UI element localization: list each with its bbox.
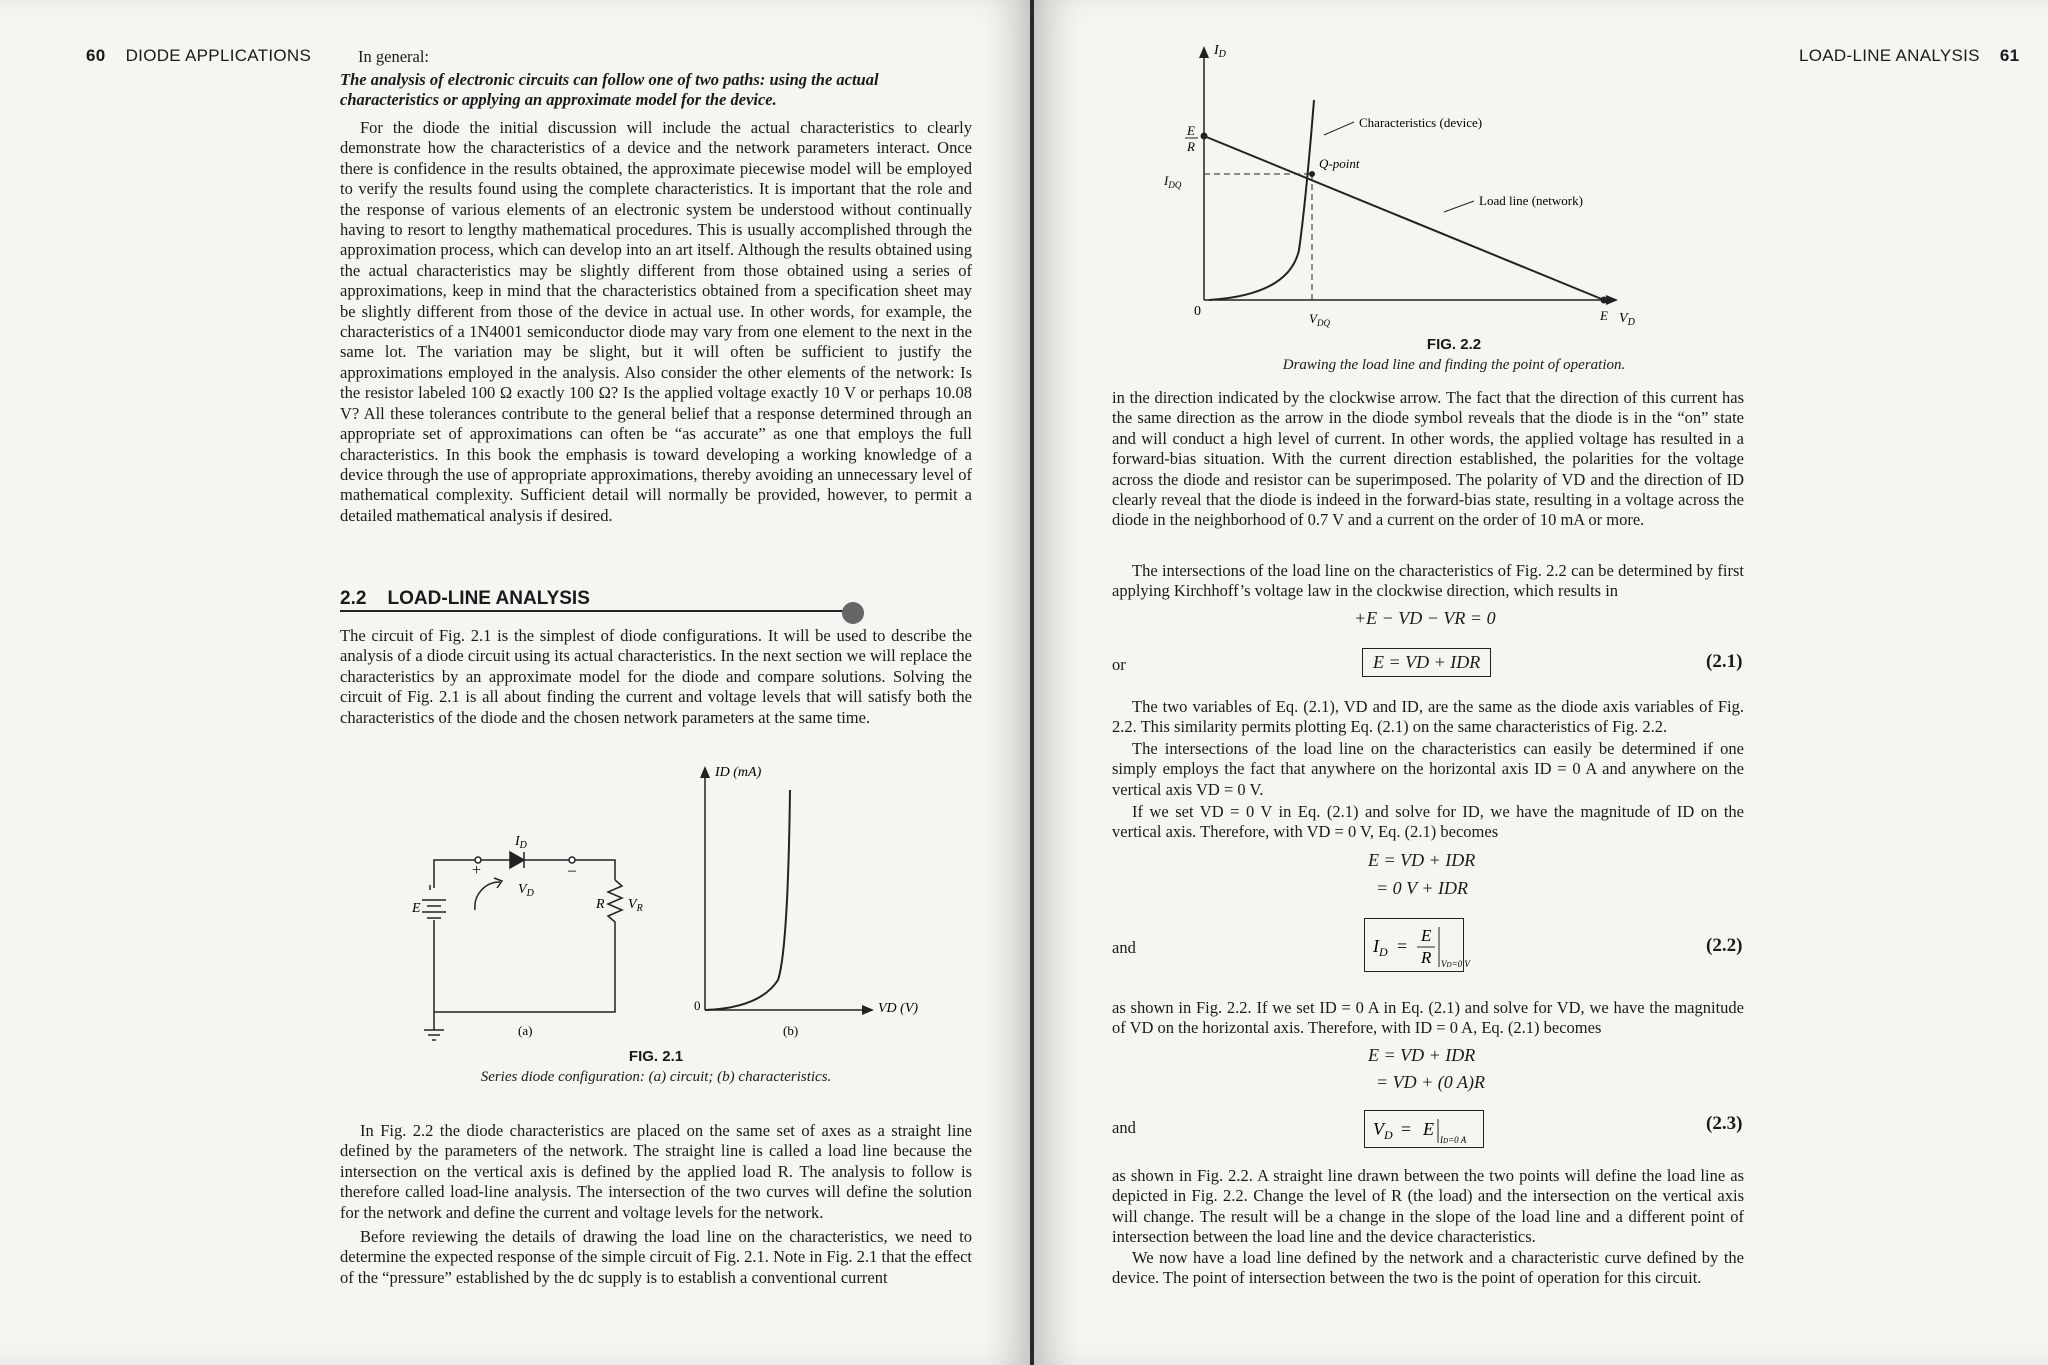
- id-label: $I_D$: [515, 834, 527, 851]
- right-paragraph-7: as shown in Fig. 2.2. A straight line drawn between the two points will define the load line as depicted in Fig. 2.2. Change the level of R (the load) and the intersection on the vertical axis will change. The result will be a change in the slope of the load line and a different point of intersection between the load line and the device characteristics.: [1112, 1166, 1744, 1247]
- fig22-intercept-x: [1601, 297, 1608, 304]
- fig22-characteristics-label: Characteristics (device): [1359, 115, 1483, 130]
- fig22-e-tick: E: [1600, 308, 1608, 323]
- paragraph-3: In Fig. 2.2 the diode characteristics are placed on the same set of axes as a straight line defined by the parameters of the network. The straight line is called a load line because the intersection on the vertical axis is defined by the applied load R. The analysis to follow is therefore called load-line analysis. The intersection of the two curves will define the solution for the network and define the current and voltage levels for the network.: [340, 1121, 972, 1222]
- section-rule: [340, 610, 850, 612]
- paragraph-1: For the diode the initial discussion will include the actual characteristics to clearly demonstrate how the characteristics of a device and the network parameters interact. Once there is confidence in the results obtained, the approximate piecewise model will be employed to verify the results found using the complete characteristics. It is important that the role and the response of various elements of an electronic system be understood without continually having to resort to lengthy mathematical procedures. This is usually accomplished through the approximation process, which can develop into an art itself. Although the results obtained using the actual characteristics may be slightly different from those obtained using a series of approximations, keep in mind that the characteristics obtained from a specification sheet may be slightly different from those of the device in actual use. In other words, for example, the characteristics of a 1N4001 semiconductor diode may vary from one element to the next in the same lot. The variation may be slight, but it will often be sufficient to justify the approximations employed in the analysis. Also consider the other elements of the network: Is the resistor labeled 100 Ω exactly 100 Ω? Is the applied voltage exactly 10 V or perhaps 10.08 V? All these tolerances contribute to the general belief that a response determined through an appropriate set of approximations can often be “as accurate” as one that employs the full characteristics. In this book the emphasis is toward developing a working knowledge of a device through the use of appropriate approximations, thereby avoiding an unnecessary level of mathematical complexity. Sufficient detail will normally be provided, however, to permit a detailed mathematical analysis if desired.: [340, 118, 972, 525]
- svg-text:E: E: [1423, 1119, 1434, 1139]
- eq-2-1: [1362, 648, 1491, 677]
- step-2b: = VD + (0 A)R: [1376, 1072, 1485, 1092]
- right-page-number: 61: [1999, 46, 2020, 65]
- eq-2-2-number: (2.2): [1706, 935, 1743, 956]
- svg-text:VD: $V_D$: [1373, 1119, 1393, 1142]
- step-1b: = 0 V + IDR: [1376, 878, 1468, 898]
- paragraph-4: Before reviewing the details of drawing the load line on the characteristics, we need to determine the expected response of the simple circuit of Fig. 2.1. Note in Fig. 2.1 that the effect of the “pressure” established by the dc supply is to establish a conventional current: [340, 1227, 972, 1287]
- right-paragraph-2: The intersections of the load line on the characteristics of Fig. 2.2 can be determined by first applying Kirchhoff’s voltage law in the clockwise direction, which results in: [1112, 561, 1744, 601]
- fig22-r: R: [1187, 139, 1195, 154]
- fig-2-2-number: FIG. 2.2: [1426, 336, 1482, 353]
- svg-text:R: R: [1421, 948, 1432, 967]
- fig22-intercept-y: [1201, 133, 1208, 140]
- fig-2-1-caption: [340, 1048, 972, 1086]
- y-axis-label: ID (mA): [715, 765, 762, 780]
- svg-text:ID=0 A: ID=0 A: [1440, 1135, 1467, 1145]
- fig22-vdq: $V_{DQ}$: [1309, 311, 1330, 328]
- eq-2-3-box: [1364, 1110, 1484, 1148]
- section-title: LOAD-LINE ANALYSIS: [387, 588, 590, 609]
- fig22-device-curve: [1209, 100, 1314, 300]
- diode-curve: [705, 790, 790, 1010]
- fig-2-2-text: Drawing the load line and finding the point of operation.: [1282, 357, 1626, 373]
- fig22-qpoint-label: Q-point: [1319, 156, 1360, 171]
- r-label: R: [596, 897, 605, 912]
- or-label: or: [1112, 655, 1126, 674]
- characteristic-plot: [694, 765, 918, 1038]
- lead-statement: The analysis of electronic circuits can follow one of two paths: using the actual characteristics or applying an approximate model for the device.: [340, 70, 879, 110]
- right-running-head-text: LOAD-LINE ANALYSIS: [1799, 46, 1980, 65]
- section-marker-dot: [842, 602, 864, 624]
- fig-2-1-number: FIG. 2.1: [628, 1048, 684, 1065]
- fig-2-2: [1154, 40, 1694, 328]
- eq-2-1-number: (2.1): [1706, 651, 1743, 672]
- kvl-equation: +E − VD − VR = 0: [1354, 608, 1496, 628]
- eq-2-2-box: [1364, 918, 1470, 972]
- step-2a: E = VD + IDR: [1368, 1045, 1476, 1065]
- origin-label: 0: [694, 998, 701, 1013]
- fig22-load-line: [1204, 136, 1604, 300]
- label-b: (b): [783, 1023, 799, 1038]
- right-paragraph-4: The intersections of the load line on the characteristics can easily be determined if one simply employs the fact that anywhere on the horizontal axis ID = 0 A and anywhere on the vertical axis VD = 0 V.: [1112, 739, 1744, 799]
- vd-label: $V_D$: [518, 882, 534, 899]
- left-page-number: 60: [86, 46, 106, 65]
- circuit-diagram: [422, 852, 622, 1040]
- right-paragraph-1: in the direction indicated by the clockwise arrow. The fact that the direction of this current has the same direction as the arrow in the diode symbol reveals that the diode is in the “on” state and will conduct a high level of current. In other words, the applied voltage has resulted in a forward-bias situation. With the current direction established, the polarities for the voltage across the diode and resistor can be superimposed. The polarity of VD and the direction of ID clearly reveal that the diode is indeed in the forward-bias state, resulting in a voltage across the diode in the neighborhood of 0.7 V and a current on the order of 10 mA or more.: [1112, 388, 1744, 530]
- right-paragraph-5: If we set VD = 0 V in Eq. (2.1) and solve for ID, we have the magnitude of ID on the vertical axis. Therefore, with VD = 0 V, Eq. (2.1) becomes: [1112, 802, 1744, 842]
- minus-sign: –: [568, 862, 576, 879]
- fig22-idq: $I_{DQ}$: [1164, 173, 1182, 190]
- left-running-head-text: DIODE APPLICATIONS: [125, 46, 312, 65]
- and-label-2: and: [1112, 1118, 1136, 1137]
- label-a: (a): [518, 1023, 533, 1038]
- right-page: [1034, 0, 2048, 1365]
- eq-2-3-formula: [1365, 1111, 1483, 1147]
- and-label-1: and: [1112, 938, 1136, 957]
- svg-text:=: =: [1401, 1119, 1412, 1139]
- fig22-origin: 0: [1194, 304, 1201, 319]
- section-heading: [340, 588, 860, 610]
- fig-2-1: [400, 760, 919, 1050]
- right-running-head: [1799, 46, 2019, 66]
- svg-text:=: =: [1397, 936, 1408, 956]
- svg-text:E: E: [1421, 926, 1432, 945]
- paragraph-2: The circuit of Fig. 2.1 is the simplest of diode configurations. It will be used to describe the analysis of a diode circuit using its actual characteristics. In the next section we will replace the characteristics by an approximate model for the diode and compare solutions. Solving the circuit of Fig. 2.1 is all about finding the current and voltage levels that will satisfy both the characteristics of the diode and the chosen network parameters at the same time.: [340, 626, 972, 727]
- step-1a: E = VD + IDR: [1368, 850, 1476, 870]
- eq-2-3-number: (2.3): [1706, 1113, 1743, 1134]
- eq-2-1-box: E = VD + IDR: [1362, 648, 1491, 677]
- section-number: 2.2: [340, 588, 367, 609]
- right-paragraph-8: We now have a load line defined by the network and a characteristic curve defined by the device. The point of intersection between the two is the point of operation for this circuit.: [1112, 1248, 1744, 1288]
- svg-text:ID: $I_D$: [1373, 936, 1388, 959]
- fig-2-1-text: Series diode configuration: (a) circuit; (b) characteristics.: [480, 1069, 832, 1085]
- vr-label: $V_R$: [628, 897, 643, 914]
- left-running-head: [86, 46, 311, 66]
- eq-2-2-formula: [1365, 919, 1470, 971]
- in-general: In general:: [358, 47, 430, 66]
- right-paragraph-3: The two variables of Eq. (2.1), VD and ID, are the same as the diode axis variables of Fig. 2.2. This similarity permits plotting Eq. (2.1) on the same characteristics of Fig. 2.2.: [1112, 697, 1744, 737]
- e-label: E: [412, 901, 421, 916]
- fig-2-2-caption: [1104, 336, 1804, 374]
- fig22-x-axis: $V_D$: [1619, 311, 1635, 328]
- fig22-y-axis: $I_D$: [1214, 43, 1226, 60]
- svg-text:VD=0 V: VD=0 V: [1441, 959, 1470, 969]
- fig22-e-over-r: E: [1187, 123, 1195, 138]
- fig22-loadline-label: Load line (network): [1479, 193, 1583, 208]
- plus-sign: +: [472, 862, 482, 879]
- right-paragraph-6: as shown in Fig. 2.2. If we set ID = 0 A in Eq. (2.1) and solve for VD, we have the magnitude of VD on the horizontal axis. Therefore, with ID = 0 A, Eq. (2.1) becomes: [1112, 998, 1744, 1038]
- x-axis-label: VD (V): [878, 1001, 919, 1016]
